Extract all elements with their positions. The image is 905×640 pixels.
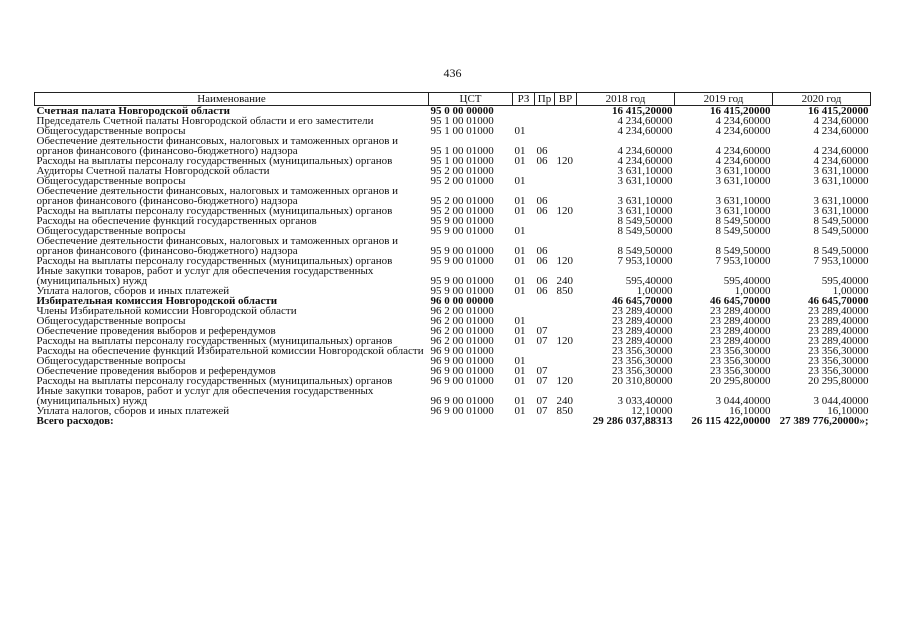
cell-name: Общегосударственные вопросы xyxy=(36,175,186,187)
cell-y2019: 3 631,10000 xyxy=(715,175,771,187)
cell-rz: 01 xyxy=(514,275,526,287)
header-vr: ВР xyxy=(555,93,577,106)
cell-name: Обеспечение проведения выборов и референдумов xyxy=(36,365,276,377)
cell-pr: 06 xyxy=(536,285,548,297)
total-label: Всего расходов: xyxy=(36,415,114,427)
cell-y2018: 23 356,30000 xyxy=(612,365,673,377)
cell-y2019: 4 234,60000 xyxy=(715,145,771,157)
cell-pr: 06 xyxy=(536,145,548,157)
table-row xyxy=(35,386,871,406)
cell-y2018: 8 549,50000 xyxy=(617,225,673,237)
cell-rz: 01 xyxy=(514,395,526,407)
cell-vr xyxy=(555,236,577,256)
cell-y2019: 23 289,40000 xyxy=(710,325,771,337)
cell-y2019: 23 356,30000 xyxy=(710,345,771,357)
cell-y2019: 23 356,30000 xyxy=(710,355,771,367)
cell-rz: 01 xyxy=(514,325,526,337)
cell-vr xyxy=(555,356,577,366)
cell-vr xyxy=(555,176,577,186)
cell-y2018: 3 631,10000 xyxy=(617,175,673,187)
cell-cst: 96 9 00 01000 xyxy=(430,355,494,367)
cell-y2020: 8 549,50000 xyxy=(813,215,869,227)
cell-y2019: 16,10000 xyxy=(729,405,771,417)
cell-name: Расходы на выплаты персоналу государственных (муниципальных) органов xyxy=(36,375,393,387)
cell-rz: 01 xyxy=(514,225,526,237)
header-cst: ЦСТ xyxy=(429,93,513,106)
cell-rz xyxy=(513,296,535,306)
cell-vr: 850 xyxy=(556,405,573,417)
cell-cst: 95 0 00 00000 xyxy=(430,105,494,117)
cell-name: Расходы на выплаты персоналу государственных (муниципальных) органов xyxy=(36,335,393,347)
cell-pr: 07 xyxy=(536,335,548,347)
cell-y2020: 23 289,40000 xyxy=(808,335,869,347)
cell-y2020: 4 234,60000 xyxy=(813,125,869,137)
cell-name: Обеспечение деятельности финансовых, налоговых и таможенных органов и органов финансового (финансово-бюджетного) надзора xyxy=(36,185,399,207)
cell-pr: 07 xyxy=(536,375,548,387)
cell-y2020: 8 549,50000 xyxy=(813,245,869,257)
cell-vr xyxy=(555,116,577,126)
cell-y2018: 23 356,30000 xyxy=(612,355,673,367)
cell-name: Расходы на выплаты персоналу государственных (муниципальных) органов xyxy=(36,205,393,217)
table-header-row xyxy=(35,93,871,106)
cell-y2020: 595,40000 xyxy=(821,275,869,287)
cell-y2020: 3 631,10000 xyxy=(813,205,869,217)
cell-y2019: 595,40000 xyxy=(723,275,771,287)
cell-pr xyxy=(535,116,555,126)
cell-cst: 95 9 00 01000 xyxy=(430,225,494,237)
cell-y2020: 3 631,10000 xyxy=(813,175,869,187)
cell-pr xyxy=(535,176,555,186)
cell-vr: 240 xyxy=(556,395,573,407)
cell-rz: 01 xyxy=(514,125,526,137)
table-row xyxy=(35,136,871,156)
cell-rz: 01 xyxy=(514,375,526,387)
cell-name: Обеспечение деятельности финансовых, налоговых и таможенных органов и органов финансового (финансово-бюджетного) надзора xyxy=(36,235,399,257)
cell-rz: 01 xyxy=(514,355,526,367)
cell-y2019: 23 289,40000 xyxy=(710,335,771,347)
cell-y2018: 595,40000 xyxy=(625,275,673,287)
cell-y2020: 23 289,40000 xyxy=(808,315,869,327)
cell-y2019: 23 356,30000 xyxy=(710,365,771,377)
cell-y2019: 16 415,20000 xyxy=(710,105,771,117)
cell-vr: 120 xyxy=(556,335,573,347)
cell-y2020: 4 234,60000 xyxy=(813,115,869,127)
cell-y2018: 8 549,50000 xyxy=(617,245,673,257)
cell-y2018: 1,00000 xyxy=(636,285,673,297)
cell-vr xyxy=(555,226,577,236)
cell-rz: 01 xyxy=(514,205,526,217)
cell-pr: 06 xyxy=(536,155,548,167)
header-2019: 2019 год xyxy=(675,93,773,106)
cell-y2018: 8 549,50000 xyxy=(617,215,673,227)
cell-name: Расходы на выплаты персоналу государственных (муниципальных) органов xyxy=(36,155,393,167)
header-rz: РЗ xyxy=(513,93,535,106)
cell-pr: 06 xyxy=(536,245,548,257)
cell-rz: 01 xyxy=(514,255,526,267)
cell-y2020: 7 953,10000 xyxy=(813,255,869,267)
cell-y2018: 16 415,20000 xyxy=(612,105,673,117)
cell-y2019: 46 645,70000 xyxy=(710,295,771,307)
cell-rz: 01 xyxy=(514,145,526,157)
cell-name: Расходы на выплаты персоналу государственных (муниципальных) органов xyxy=(36,255,393,267)
cell-name: Счетная палата Новгородской области xyxy=(36,105,230,117)
cell-name: Расходы на обеспечение функций государственных органов xyxy=(36,215,317,227)
cell-vr xyxy=(555,296,577,306)
table-row xyxy=(35,266,871,286)
cell-vr: 120 xyxy=(556,375,573,387)
cell-name: Обеспечение проведения выборов и референдумов xyxy=(36,325,276,337)
cell-pr xyxy=(535,346,555,356)
cell-pr xyxy=(535,126,555,136)
cell-name: Общегосударственные вопросы xyxy=(36,225,186,237)
cell-y2018: 4 234,60000 xyxy=(617,115,673,127)
cell-rz: 01 xyxy=(514,195,526,207)
page-number: 436 xyxy=(443,66,462,80)
cell-name: Уплата налогов, сборов и иных платежей xyxy=(36,285,230,297)
cell-rz xyxy=(513,106,535,117)
cell-cst: 96 9 00 01000 xyxy=(430,375,494,387)
cell-rz: 01 xyxy=(514,175,526,187)
cell-cst: 96 9 00 01000 xyxy=(430,405,494,417)
cell-pr: 07 xyxy=(536,365,548,377)
cell-name: Аудиторы Счетной палаты Новгородской области xyxy=(36,165,270,177)
total-2019: 26 115 422,00000 xyxy=(691,415,771,427)
total-row xyxy=(35,416,871,426)
cell-cst: 96 9 00 01000 xyxy=(430,365,494,377)
cell-y2019: 8 549,50000 xyxy=(715,225,771,237)
cell-name: Избирательная комиссия Новгородской области xyxy=(36,295,278,307)
cell-y2020: 8 549,50000 xyxy=(813,225,869,237)
cell-name: Уплата налогов, сборов и иных платежей xyxy=(36,405,230,417)
cell-y2018: 20 310,80000 xyxy=(612,375,673,387)
cell-vr: 120 xyxy=(556,155,573,167)
cell-cst: 95 9 00 01000 xyxy=(430,245,494,257)
cell-y2018: 23 356,30000 xyxy=(612,345,673,357)
cell-pr: 07 xyxy=(536,405,548,417)
cell-cst: 96 2 00 01000 xyxy=(430,305,494,317)
cell-y2020: 23 356,30000 xyxy=(808,355,869,367)
cell-y2020: 23 289,40000 xyxy=(808,325,869,337)
cell-y2020: 3 631,10000 xyxy=(813,195,869,207)
cell-y2020: 46 645,70000 xyxy=(808,295,869,307)
header-2020: 2020 год xyxy=(773,93,871,106)
cell-y2020: 4 234,60000 xyxy=(813,145,869,157)
cell-cst: 95 2 00 01000 xyxy=(430,195,494,207)
cell-vr xyxy=(555,306,577,316)
cell-y2020: 20 295,80000 xyxy=(808,375,869,387)
cell-y2018: 23 289,40000 xyxy=(612,305,673,317)
cell-name: Иные закупки товаров, работ и услуг для обеспечения государственных (муниципальных) нужд xyxy=(36,385,374,407)
cell-rz: 01 xyxy=(514,155,526,167)
cell-name: Расходы на обеспечение функций Избирательной комиссии Новгородской области xyxy=(36,345,424,357)
cell-y2019: 8 549,50000 xyxy=(715,215,771,227)
cell-y2020: 16,10000 xyxy=(827,405,869,417)
cell-pr xyxy=(535,216,555,226)
expenditure-table xyxy=(34,92,871,426)
cell-name: Общегосударственные вопросы xyxy=(36,315,186,327)
cell-y2019: 23 289,40000 xyxy=(710,315,771,327)
cell-cst: 96 2 00 01000 xyxy=(430,315,494,327)
cell-y2019: 4 234,60000 xyxy=(715,155,771,167)
cell-y2019: 8 549,50000 xyxy=(715,245,771,257)
cell-rz: 01 xyxy=(514,335,526,347)
table-row xyxy=(35,186,871,206)
cell-cst: 95 1 00 01000 xyxy=(430,115,494,127)
cell-y2018: 23 289,40000 xyxy=(612,325,673,337)
cell-name: Общегосударственные вопросы xyxy=(36,355,186,367)
cell-y2019: 20 295,80000 xyxy=(710,375,771,387)
cell-cst: 95 9 00 01000 xyxy=(430,215,494,227)
cell-pr xyxy=(535,306,555,316)
cell-y2018: 3 631,10000 xyxy=(617,205,673,217)
cell-y2018: 4 234,60000 xyxy=(617,125,673,137)
cell-y2019: 4 234,60000 xyxy=(715,115,771,127)
cell-y2020: 16 415,20000 xyxy=(808,105,869,117)
cell-y2018: 7 953,10000 xyxy=(617,255,673,267)
cell-cst: 95 1 00 01000 xyxy=(430,155,494,167)
cell-pr xyxy=(535,166,555,176)
cell-vr xyxy=(555,346,577,356)
cell-cst: 95 9 00 01000 xyxy=(430,285,494,297)
cell-name: Общегосударственные вопросы xyxy=(36,125,186,137)
cell-y2018: 3 631,10000 xyxy=(617,165,673,177)
cell-pr xyxy=(535,226,555,236)
cell-y2018: 46 645,70000 xyxy=(612,295,673,307)
cell-y2020: 3 044,40000 xyxy=(813,395,869,407)
cell-rz: 01 xyxy=(514,405,526,417)
cell-pr: 06 xyxy=(536,205,548,217)
cell-cst: 95 1 00 01000 xyxy=(430,125,494,137)
cell-cst: 96 9 00 01000 xyxy=(430,345,494,357)
cell-y2019: 3 631,10000 xyxy=(715,165,771,177)
cell-y2018: 4 234,60000 xyxy=(617,155,673,167)
header-pr: Пр xyxy=(535,93,555,106)
cell-y2018: 3 631,10000 xyxy=(617,195,673,207)
cell-vr xyxy=(555,166,577,176)
cell-pr xyxy=(535,106,555,117)
cell-pr: 06 xyxy=(536,255,548,267)
cell-vr xyxy=(555,216,577,226)
cell-vr xyxy=(555,136,577,156)
cell-rz: 01 xyxy=(514,365,526,377)
cell-vr: 120 xyxy=(556,205,573,217)
cell-vr xyxy=(555,106,577,117)
header-2018: 2018 год xyxy=(577,93,675,106)
cell-y2018: 23 289,40000 xyxy=(612,335,673,347)
cell-cst: 95 1 00 01000 xyxy=(430,145,494,157)
cell-name: Члены Избирательной комиссии Новгородской области xyxy=(36,305,297,317)
total-2020: 27 389 776,20000»; xyxy=(779,415,869,427)
cell-cst: 95 2 00 01000 xyxy=(430,165,494,177)
cell-y2019: 1,00000 xyxy=(734,285,771,297)
cell-cst: 96 2 00 01000 xyxy=(430,325,494,337)
cell-y2020: 3 631,10000 xyxy=(813,165,869,177)
header-name: Наименование xyxy=(35,93,429,106)
cell-cst: 96 2 00 01000 xyxy=(430,335,494,347)
cell-name: Иные закупки товаров, работ и услуг для обеспечения государственных (муниципальных) нужд xyxy=(36,265,374,287)
cell-y2019: 3 631,10000 xyxy=(715,195,771,207)
cell-y2019: 3 631,10000 xyxy=(715,205,771,217)
cell-cst: 95 9 00 01000 xyxy=(430,255,494,267)
cell-vr xyxy=(555,126,577,136)
cell-cst: 95 2 00 01000 xyxy=(430,175,494,187)
total-2018: 29 286 037,88313 xyxy=(592,415,673,427)
cell-y2020: 23 356,30000 xyxy=(808,345,869,357)
cell-vr xyxy=(555,186,577,206)
cell-cst: 95 9 00 01000 xyxy=(430,275,494,287)
cell-y2019: 3 044,40000 xyxy=(715,395,771,407)
cell-y2020: 1,00000 xyxy=(832,285,869,297)
cell-y2020: 23 289,40000 xyxy=(808,305,869,317)
cell-cst: 96 0 00 00000 xyxy=(430,295,494,307)
cell-pr: 06 xyxy=(536,275,548,287)
cell-pr: 07 xyxy=(536,395,548,407)
cell-y2019: 23 289,40000 xyxy=(710,305,771,317)
cell-rz: 01 xyxy=(514,315,526,327)
cell-pr: 06 xyxy=(536,195,548,207)
cell-pr: 07 xyxy=(536,325,548,337)
cell-vr xyxy=(555,316,577,326)
cell-rz: 01 xyxy=(514,285,526,297)
cell-y2018: 3 033,40000 xyxy=(617,395,673,407)
cell-y2018: 12,10000 xyxy=(631,405,673,417)
cell-y2018: 23 289,40000 xyxy=(612,315,673,327)
table-row xyxy=(35,236,871,256)
cell-name: Обеспечение деятельности финансовых, налоговых и таможенных органов и органов финансового (финансово-бюджетного) надзора xyxy=(36,135,399,157)
cell-y2018: 4 234,60000 xyxy=(617,145,673,157)
cell-pr xyxy=(535,296,555,306)
cell-cst: 96 9 00 01000 xyxy=(430,395,494,407)
cell-y2019: 4 234,60000 xyxy=(715,125,771,137)
cell-rz: 01 xyxy=(514,245,526,257)
cell-y2020: 4 234,60000 xyxy=(813,155,869,167)
cell-name: Председатель Счетной палаты Новгородской области и его заместители xyxy=(36,115,374,127)
cell-vr: 120 xyxy=(556,255,573,267)
cell-y2019: 7 953,10000 xyxy=(715,255,771,267)
cell-vr: 240 xyxy=(556,275,573,287)
cell-vr: 850 xyxy=(556,285,573,297)
cell-cst: 95 2 00 01000 xyxy=(430,205,494,217)
cell-y2020: 23 356,30000 xyxy=(808,365,869,377)
